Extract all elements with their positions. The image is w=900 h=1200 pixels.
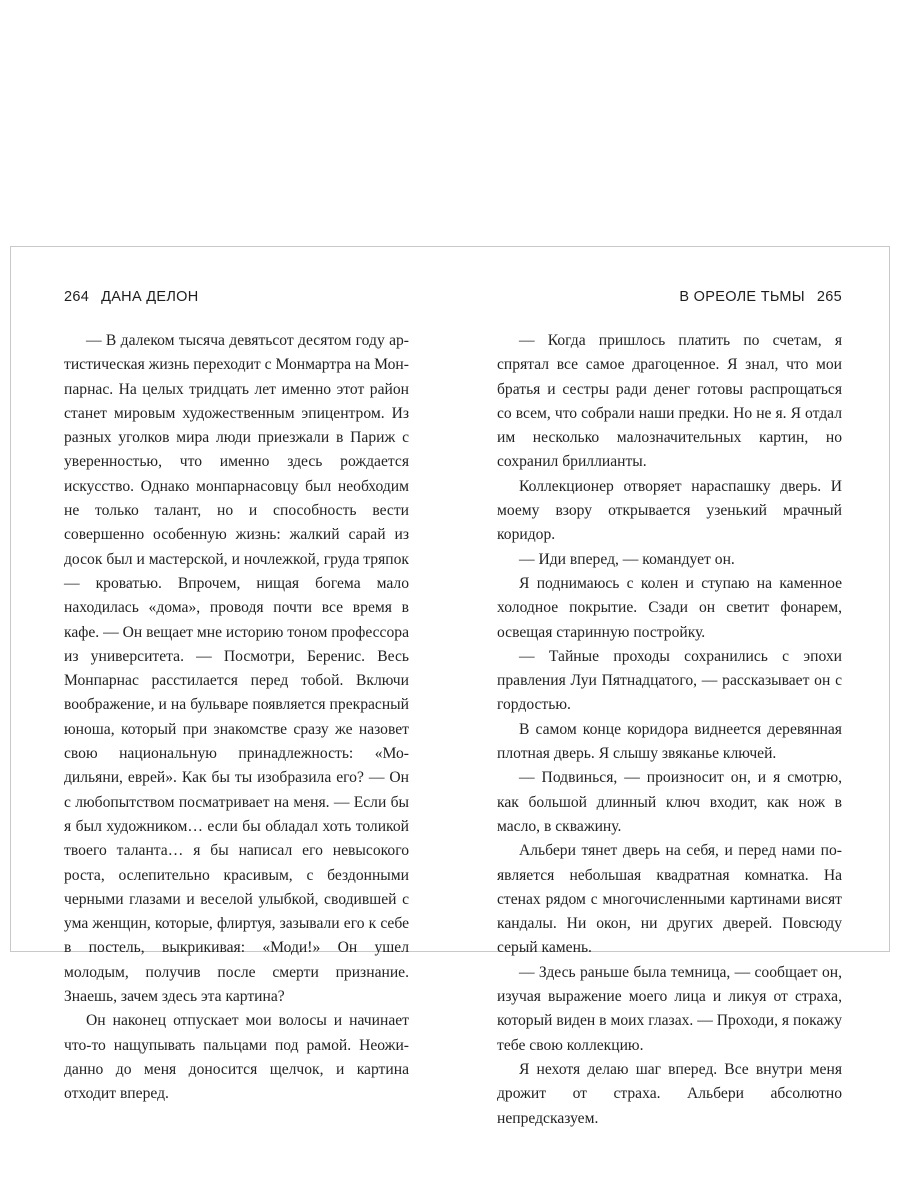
paragraph: Он наконец отпускает мои волосы и начинает что-то нащупывать пальцами под рамой. Неожиданно до меня доносится щелчок, и картина отходит вперед.	[64, 1012, 409, 1103]
paragraph: В самом конце коридора виднеется деревянная плотная дверь. Я слышу звяканье ключей.	[497, 720, 842, 763]
left-running-title: ДАНА ДЕЛОН	[101, 289, 199, 305]
paragraph: Коллекционер отворяет нараспашку дверь. И моему взору открывается узенький мрачный коридор.	[497, 477, 842, 544]
left-page-text	[64, 329, 409, 1107]
paragraph: Я поднимаюсь с колен и ступаю на каменное холодное покрытие. Сзади он светит фонарем, освещая старинную постройку.	[497, 574, 842, 641]
paragraph: — Тайные проходы сохранились с эпохи правления Луи Пятнадцатого, — рассказывает он с гордостью.	[497, 647, 842, 714]
right-running-head	[497, 289, 842, 305]
left-page-number: 264	[64, 289, 90, 305]
paragraph: — Иди вперед, — командует он.	[519, 550, 735, 568]
paragraph: — Когда пришлось платить по счетам, я спрятал все самое драгоценное. Я знал, что мои братья и сестры ради денег готовы распрощаться со всем, что собрали наши предки. Но не я. Я отдал им несколько малозначительных картин, но сохранил бриллианты.	[497, 332, 842, 471]
right-running-title: В ОРЕОЛЕ ТЬМЫ	[679, 289, 805, 305]
paragraph: Я нехотя делаю шаг вперед. Все внутри меня дрожит от страха. Альбери абсолютно непредсказуем.	[497, 1060, 842, 1127]
right-page	[497, 247, 842, 1127]
right-page-text	[497, 329, 842, 1131]
left-running-head	[64, 289, 409, 305]
paragraph: — В далеком тысяча девятьсот десятом году артистическая жизнь переходит с Монмартра на Монпарнас. На целых тридцать лет именно этот район станет мировым художественным эпицентром. Из разных уголков мира люди приезжали в Париж с уверенностью, что именно здесь рождается искусство. Однако монпарнасовцу был необходим не только талант, но и способность вести совершенно особенную жизнь: жалкий сарай из досок был и мастерской, и ночлежкой, груда тряпок — кроватью. Впрочем, нищая богема мало находилась «дома», проводя почти все время в кафе. — Он вещает мне историю тоном профессора из университета. — Посмотри, Беренис. Весь Монпарнас расстилается перед тобой. Включи воображение, и на бульваре появляется прекрасный юноша, который при знакомстве сразу же назовет свою национальную принадлежность: «Модильяни, еврей». Как бы ты изобразила его? — Он с любопытством посматривает на меня. — Если бы я был художником… если бы обладал хоть толикой твоего таланта… я бы написал его невысокого роста, ослепительно красивым, с бездонными черными глазами и веселой улыбкой, сводившей с ума женщин, которые, флиртуя, зазывали его к себе в постель, выкрикивая: «Моди!» Он ушел молодым, получив после смерти признание. Знаешь, зачем здесь эта картина?	[64, 332, 409, 1006]
right-page-number: 265	[816, 289, 842, 305]
paragraph: — Здесь раньше была темница, — сообщает он, изучая выражение моего лица и ликуя от страха, который виден в моих глазах. — Проходи, я покажу тебе свою коллекцию.	[497, 963, 842, 1054]
book-spread	[10, 246, 890, 1127]
paragraph: Альбери тянет дверь на себя, и перед нами появляется небольшая квадратная комнатка. На стенах рядом с многочисленными картинами висят кандалы. Ни окон, ни других дверей. Повсюду серый камень.	[497, 842, 842, 957]
left-page	[64, 247, 409, 1103]
paragraph: — Подвинься, — произносит он, и я смотрю, как большой длинный ключ входит, как нож в масло, в скважину.	[497, 769, 842, 835]
